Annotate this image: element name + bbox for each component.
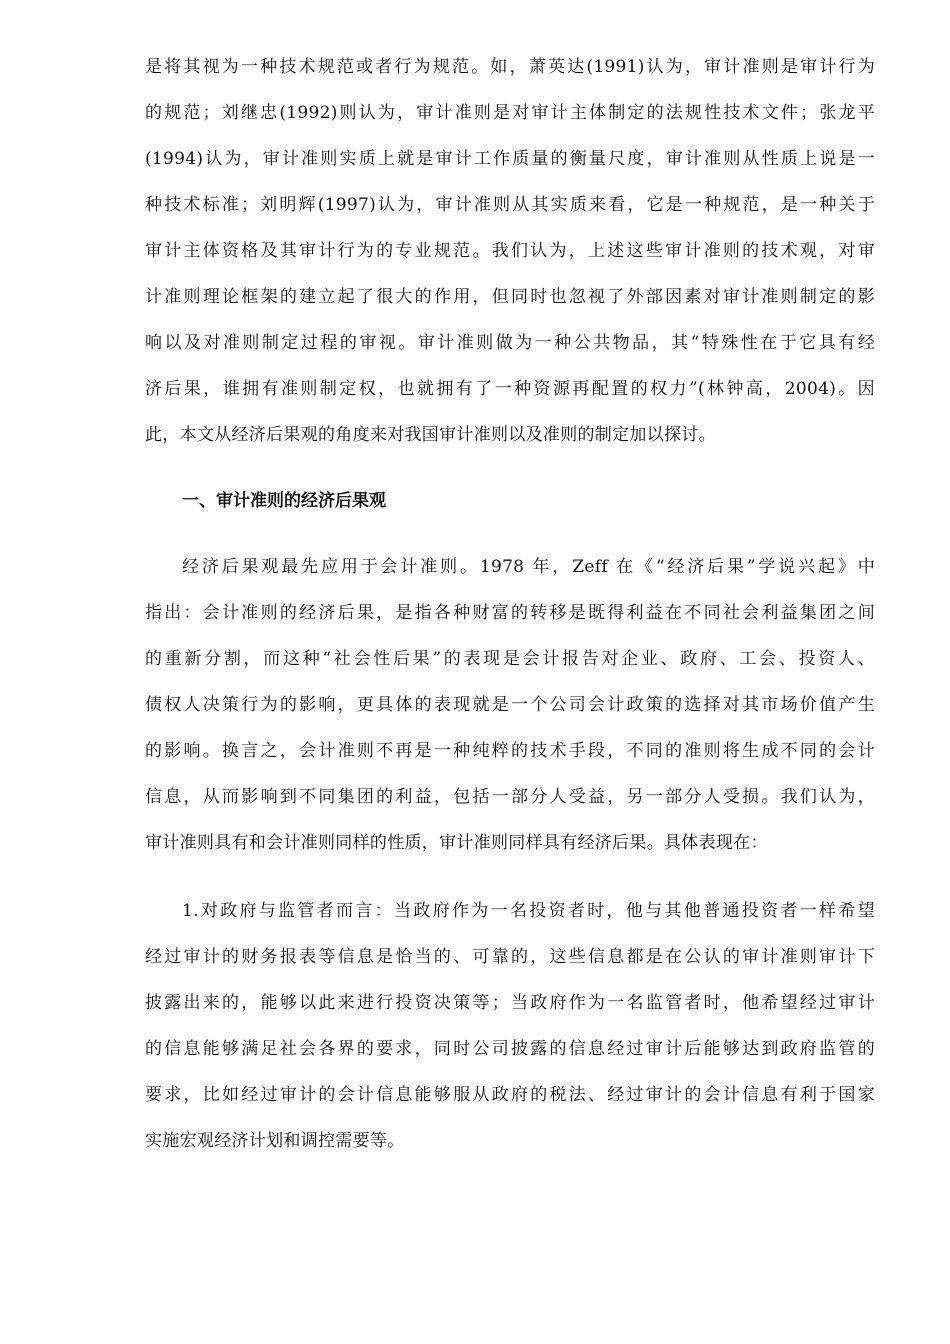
paragraph-line: 响以及对准则制定过程的审视。审计准则做为一种公共物品，其“特殊性在于它具有经 bbox=[145, 333, 875, 353]
spacer bbox=[145, 458, 875, 478]
paragraph-economic-consequences bbox=[145, 544, 875, 866]
section-heading: 一、审计准则的经济后果观 bbox=[182, 491, 386, 511]
paragraph-line: 经过审计的财务报表等信息是恰当的、可靠的，这些信息都是在公认的审计准则审计下 bbox=[145, 947, 875, 967]
paragraph-line: 此，本文从经济后果观的角度来对我国审计准则以及准则的制定加以探讨。 bbox=[145, 425, 716, 445]
paragraph-line: 的信息能够满足社会各界的要求，同时公司披露的信息经过审计后能够达到政府监管的 bbox=[145, 1039, 875, 1059]
paragraph-line: 债权人决策行为的影响，更具体的表现就是一个公司会计政策的选择对其市场价值产生 bbox=[145, 695, 875, 715]
paragraph-line: 信息，从而影响到不同集团的利益，包括一部分人受益，另一部分人受损。我们认为， bbox=[145, 787, 875, 807]
paragraph-line: 1.对政府与监管者而言：当政府作为一名投资者时，他与其他普通投资者一样希望 bbox=[182, 901, 875, 921]
paragraph-line: 实施宏观经济计划和调控需要等。 bbox=[145, 1131, 405, 1151]
paragraph-line: 的重新分割，而这种“社会性后果”的表现是会计报告对企业、政府、工会、投资人、 bbox=[145, 649, 875, 669]
paragraph-government-regulators bbox=[145, 888, 875, 1164]
paragraph-line: 计准则理论框架的建立起了很大的作用，但同时也忽视了外部因素对审计准则制定的影 bbox=[145, 287, 875, 307]
paragraph-line: 的影响。换言之，会计准则不再是一种纯粹的技术手段，不同的准则将生成不同的会计 bbox=[145, 741, 875, 761]
paragraph-line: (1994)认为，审计准则实质上就是审计工作质量的衡量尺度，审计准则从性质上说是一 bbox=[145, 149, 875, 169]
paragraph-line: 的规范；刘继忠(1992)则认为，审计准则是对审计主体制定的法规性技术文件；张龙平 bbox=[145, 103, 875, 123]
paragraph-line: 审计主体资格及其审计行为的专业规范。我们认为，上述这些审计准则的技术观，对审 bbox=[145, 241, 875, 261]
paragraph-line: 指出：会计准则的经济后果，是指各种财富的转移是既得利益在不同社会利益集团之间 bbox=[145, 603, 875, 623]
spacer bbox=[145, 524, 875, 544]
spacer bbox=[145, 866, 875, 888]
paragraph-intro bbox=[145, 44, 875, 458]
paragraph-line: 审计准则具有和会计准则同样的性质，审计准则同样具有经济后果。具体表现在： bbox=[145, 833, 768, 853]
document-body bbox=[145, 44, 875, 1164]
paragraph-line: 披露出来的，能够以此来进行投资决策等；当政府作为一名监管者时，他希望经过审计 bbox=[145, 993, 875, 1013]
paragraph-line: 要求，比如经过审计的会计信息能够服从政府的税法、经过审计的会计信息有利于国家 bbox=[145, 1085, 875, 1105]
paragraph-line: 济后果，谁拥有准则制定权，也就拥有了一种资源再配置的权力”(林钟高，2004)。因 bbox=[145, 379, 875, 399]
paragraph-line: 种技术标准；刘明辉(1997)认为，审计准则从其实质来看，它是一种规范，是一种关于 bbox=[145, 195, 875, 215]
paragraph-line: 是将其视为一种技术规范或者行为规范。如，萧英达(1991)认为，审计准则是审计行为 bbox=[145, 57, 875, 77]
paragraph-line: 经济后果观最先应用于会计准则。1978 年，Zeff 在《“经济后果”学说兴起》中 bbox=[182, 557, 875, 577]
